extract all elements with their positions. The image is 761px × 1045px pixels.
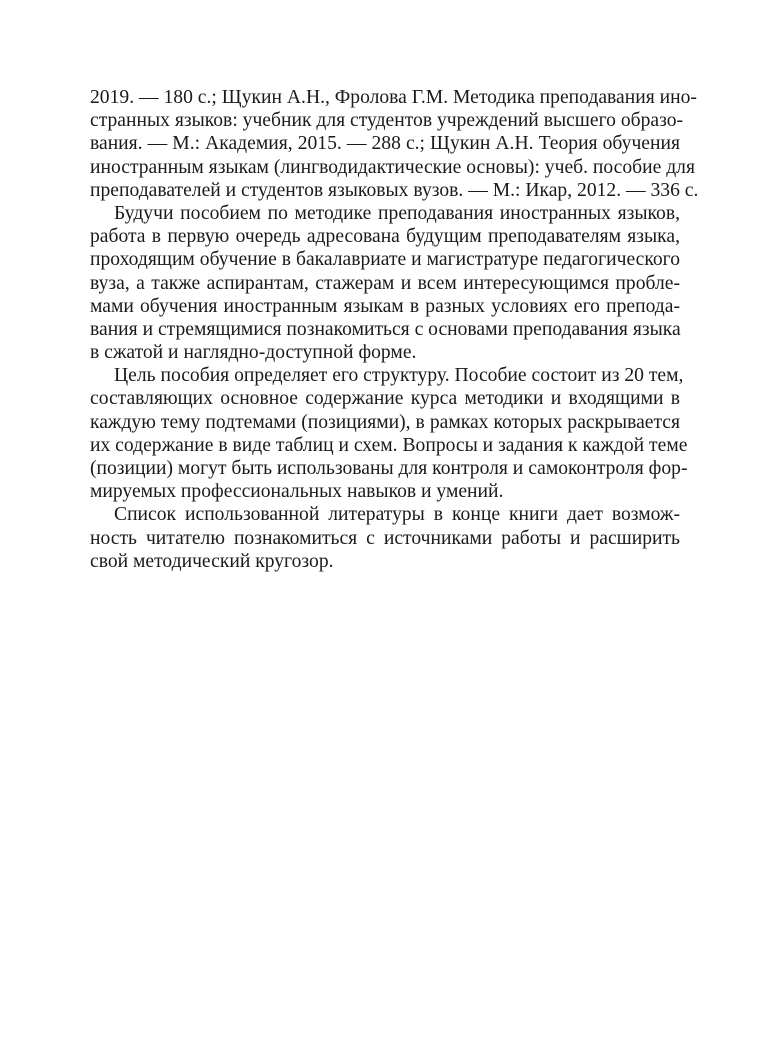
text-line: ность читателю познакомиться с источниками работы и расширить — [90, 527, 680, 549]
text-line: преподавателей и студентов языковых вузов. — М.: Икар, 2012. — 336 с. — [90, 179, 699, 201]
text-line: вания и стремящимися познакомиться с основами преподавания языка — [90, 318, 681, 340]
text-line: свой методический кругозор. — [90, 550, 334, 572]
text-line: странных языков: учебник для студентов учреждений высшего образо- — [90, 110, 684, 132]
text-line: иностранным языкам (лингводидактические основы): учеб. пособие для — [90, 156, 695, 178]
text-line: вания. — М.: Академия, 2015. — 288 с.; Щукин А.Н. Теория обучения — [90, 133, 680, 155]
text-line: Будучи пособием по методике преподавания иностранных языков, — [114, 202, 680, 224]
text-line: вуза, а также аспирантам, стажерам и всем интересующимся пробле- — [90, 272, 680, 294]
text-line: мами обучения иностранным языкам в разных условиях его препода- — [90, 295, 680, 317]
text-line: составляющих основное содержание курса методики и входящими в — [90, 388, 680, 410]
paragraph — [90, 202, 680, 364]
text-line: их содержание в виде таблиц и схем. Вопросы и задания к каждой теме — [90, 434, 688, 456]
text-line: работа в первую очередь адресована будущим преподавателям языка, — [90, 226, 680, 248]
paragraph — [90, 86, 699, 202]
text-line: 2019. — 180 с.; Щукин А.Н., Фролова Г.М. Методика преподавания ино- — [90, 87, 697, 108]
body-text — [90, 86, 699, 573]
text-line: (позиции) могут быть использованы для контроля и самоконтроля фор- — [90, 458, 688, 479]
paragraph — [90, 364, 688, 503]
text-line: мируемых профессиональных навыков и умений. — [90, 481, 504, 503]
text-line: каждую тему подтемами (позициями), в рамках которых раскрывается — [90, 411, 680, 433]
text-line: в сжатой и наглядно-доступной форме. — [90, 342, 417, 364]
text-line: проходящим обучение в бакалавриате и магистратуре педагогического — [90, 249, 680, 271]
text-line: Цель пособия определяет его структуру. Пособие состоит из 20 тем, — [114, 365, 684, 387]
text-line: Список использованной литературы в конце книги дает возмож- — [114, 504, 680, 526]
paragraph — [90, 503, 680, 573]
